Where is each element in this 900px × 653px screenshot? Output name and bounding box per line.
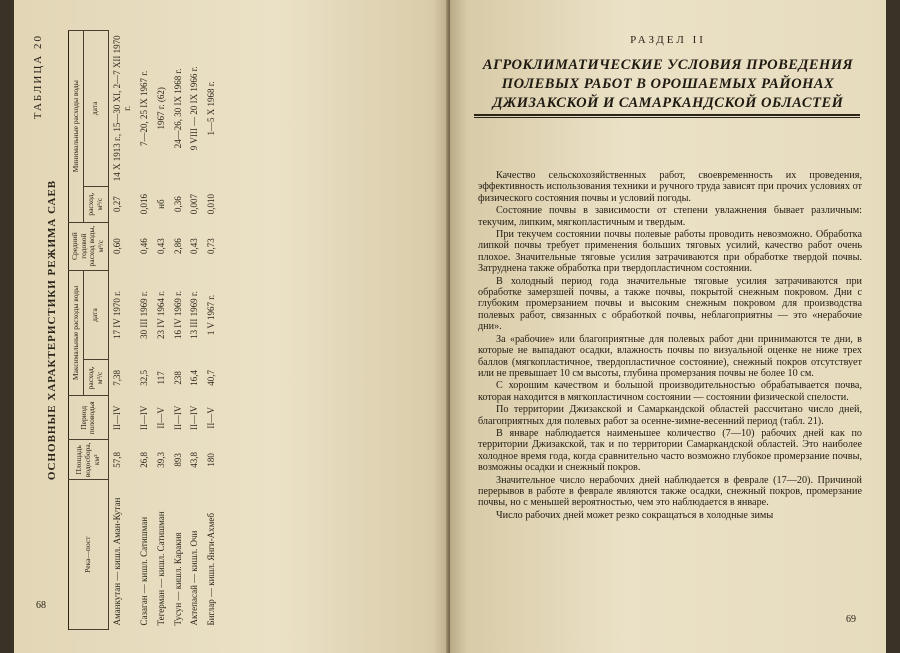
page-number-left: 68 — [36, 600, 46, 611]
table-title: ОСНОВНЫЕ ХАРАКТЕРИСТИКИ РЕЖИМА САЕВ — [46, 179, 58, 481]
cell-min-rate: 0,016 — [139, 194, 150, 215]
paragraph: Значительное число нерабочих дней наблюдается в феврале (17—20). Причиной перерывов в работе в феврале являются также осадки, снежный покров, промерзание почвы, но с меньшей вероятностью, чем это наблюдается в январе. — [478, 474, 862, 509]
paragraph: По территории Джизакской и Самаркандской областей рассчитано число дней, благоприятных для полевых работ за осенне-зимне-весенний период (табл. 21). — [478, 404, 862, 427]
heading-rule — [474, 114, 860, 116]
table-number: ТАБЛИЦА 20 — [32, 34, 44, 120]
rotated-table-block — [32, 30, 442, 630]
cell-min-date: 9 VIII — 20 IX 1966 г. — [189, 66, 200, 151]
cell-min-date: 14 X 1913 г., 15—30 XI, 2—7 XII 1970 г. — [111, 35, 133, 182]
paragraph: Число рабочих дней может резко сокращаться в холодные зимы — [496, 509, 774, 521]
table-row — [136, 31, 153, 630]
page-number-right: 69 — [846, 614, 856, 625]
paragraph: С хорошим качеством и большой производительностью обрабатывается почва, которая находится в мягкопластичном состоянии — состоянии физической спелости. — [478, 380, 862, 403]
cell-min-date: 7—20, 25 IX 1967 г. — [139, 70, 150, 146]
cell-flood: II—IV — [111, 405, 122, 431]
paragraph: Состояние почвы в зависимости от степени увлажнения бывает различным: текучим, липким, мягкопластичным и твердым. — [478, 205, 862, 228]
cell-max-rate: 117 — [155, 371, 166, 385]
cell-flood: II—IV — [189, 405, 200, 431]
header-max-rate: расход, м³/с — [84, 360, 109, 396]
cell-river: Тусун — кишл. Каракия — [172, 532, 183, 626]
section-label: РАЗДЕЛ II — [630, 34, 706, 46]
header-river: Река—пост — [69, 480, 109, 630]
cell-area: 893 — [172, 453, 183, 467]
cell-min-rate: 0,007 — [189, 194, 200, 215]
paragraph: В холодный период года значительные тяговые усилия затрачиваются при обработке замерзшей почвы, а также почвы, покрытой снежным покровом. Дни с глубоким промерзанием почвы и высоким снежным покровом для производства полевых работ, связанных с обработкой почвы, неблагоприятны — это «нерабочие дни». — [478, 275, 862, 333]
cell-flood: II—IV — [172, 405, 183, 431]
cell-flood: II—IV — [139, 405, 150, 431]
data-table — [68, 30, 220, 630]
cell-mean: 0,46 — [139, 238, 150, 254]
cell-min-rate: 0,010 — [206, 194, 217, 215]
cell-river: Актепасай — кишл. Очи — [189, 530, 200, 626]
paragraph: За «рабочие» или благоприятные для полевых работ дни принимаются те дни, в которые не выпадают осадки, влажность почвы по визуальной оценке не ниже трех баллов (мягкопластичное, твердопластичное состояние), снежный покров отсутствует или не превышает 10 см высоты, глубина промерзания почвы не более 10 см. — [478, 333, 862, 379]
cell-area: 26,8 — [139, 451, 150, 468]
cell-river: Сазаган — кишл. Сатишман — [139, 516, 150, 626]
left-page — [14, 0, 450, 653]
paragraph: При текучем состоянии почвы полевые работы проводить невозможно. Обработка липкой почвы требует применения больших тяговых усилий, качество работ очень плохое. Значительные тяговые усилия затрачиваются при обработке твердой почвы. Затруднена также обработка при твердопластичном состоянии. — [478, 229, 862, 275]
cell-max-rate: 40,7 — [206, 370, 217, 386]
heading-rule-thin — [474, 117, 860, 118]
cell-area: 180 — [206, 453, 217, 467]
cell-max-date: 16 IV 1969 г. — [172, 290, 183, 339]
header-flood: Период половодья — [69, 396, 109, 440]
cell-mean: 2,86 — [172, 238, 183, 254]
cell-min-rate: 0,27 — [111, 196, 122, 213]
table-row — [153, 31, 170, 630]
cell-area: 57,8 — [111, 451, 122, 468]
cell-min-date: 24—26, 30 IX 1968 г. — [172, 68, 183, 149]
cell-min-date: 1967 г. (62) — [155, 87, 166, 130]
header-max-date: дата — [84, 270, 109, 360]
table-row — [170, 31, 187, 630]
cell-mean: 0,73 — [206, 238, 217, 254]
cell-max-date: 30 III 1969 г. — [139, 291, 150, 339]
cell-mean: 0,43 — [155, 238, 166, 254]
cell-max-date: 1 V 1967 г. — [206, 294, 217, 336]
cell-max-rate: 7,38 — [111, 370, 122, 386]
cell-max-date: 17 IV 1970 г. — [111, 290, 122, 339]
cell-min-rate: нб — [155, 199, 166, 209]
cell-max-rate: 16,4 — [189, 370, 200, 386]
cell-max-date: 13 III 1969 г. — [189, 291, 200, 339]
chapter-heading: АГРОКЛИМАТИЧЕСКИЕ УСЛОВИЯ ПРОВЕДЕНИЯ ПОЛЕВЫХ РАБОТ В ОРОШАЕМЫХ РАЙОНАХ ДЖИЗАКСКОЙ И САМАРКАНДСКОЙ ОБЛАСТЕЙ — [482, 57, 854, 111]
table-row — [108, 31, 136, 630]
header-min-group: Минимальные расходы воды — [69, 31, 84, 223]
header-min-rate: расход, м³/с — [84, 186, 109, 222]
header-min-date: дата — [84, 31, 109, 187]
paragraph: Качество сельскохозяйственных работ, своевременность их проведения, эффективность использования техники и ручного труда зависят при прочих условиях от физического состояния почвы и условий погоды. — [478, 170, 862, 204]
table-row — [186, 31, 203, 630]
header-max-group: Максимальные расходы воды — [69, 270, 84, 396]
cell-max-rate: 32,5 — [139, 370, 150, 386]
right-page — [450, 0, 886, 653]
table-row — [203, 31, 220, 630]
cell-river: Аманкутан — кишл. Аман-Кутан — [111, 497, 122, 626]
cell-area: 43,8 — [189, 451, 200, 468]
cell-flood: II—V — [206, 407, 217, 429]
body-text — [478, 170, 862, 522]
cell-mean: 0,43 — [189, 238, 200, 254]
cell-max-rate: 238 — [172, 371, 183, 385]
paragraph: В январе наблюдается наименьшее количество (7—10) рабочих дней как по территории Джизакской, так и по территории Самаркандской областей. Это наиболее холодное время года, когда сравнительно часто возможно глубокое промерзание почвы, возможны осадки и снежный покров. — [478, 427, 862, 474]
header-mean: Средний годовой расход воды, м³/с — [69, 222, 109, 270]
cell-max-date: 23 IV 1964 г. — [155, 290, 166, 339]
cell-min-rate: 0,36 — [172, 196, 183, 213]
cell-area: 39,3 — [155, 451, 166, 468]
cell-mean: 0,60 — [111, 238, 122, 254]
cell-river: Тегерман — кишл. Сатишман — [155, 511, 166, 626]
cell-river: Биглар — кишл. Янги-Ахмеб — [206, 513, 217, 626]
header-area: Площадь водосбора, км² — [69, 440, 109, 480]
cell-min-date: 1—5 X 1968 г. — [206, 81, 217, 136]
cell-flood: II—V — [155, 407, 166, 429]
